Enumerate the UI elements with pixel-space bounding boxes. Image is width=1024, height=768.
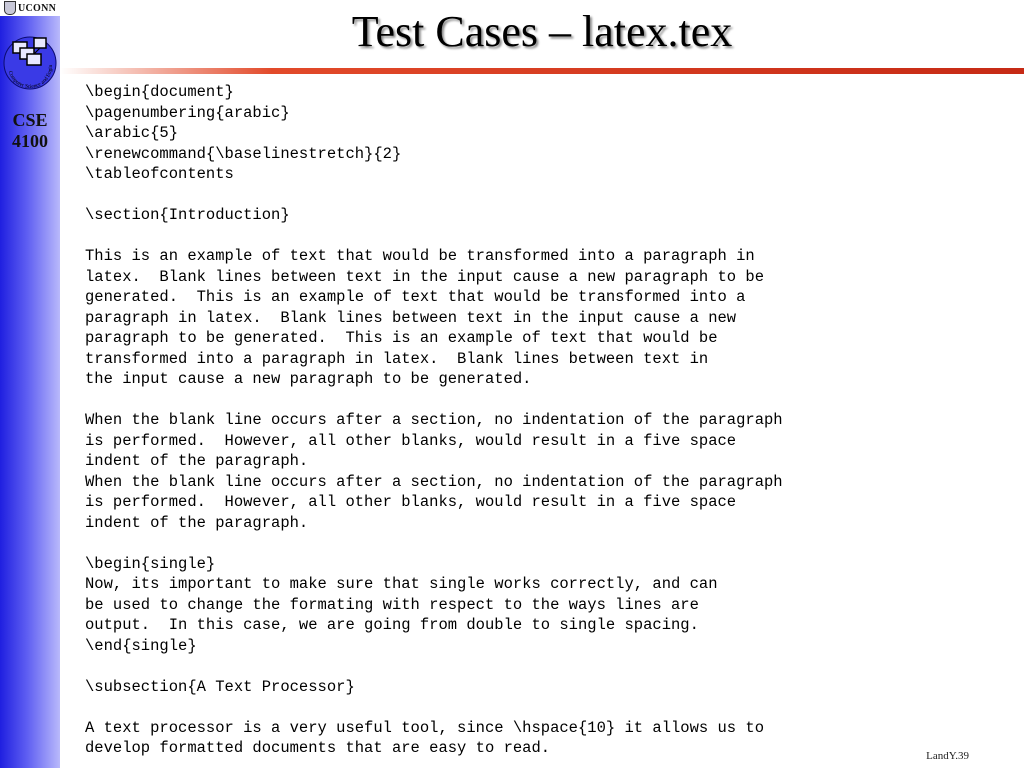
course-label: CSE 4100 (12, 110, 48, 151)
code-line: \begin{single} (85, 554, 216, 573)
code-line: When the blank line occurs after a section, no indentation of the paragraph (85, 411, 783, 429)
cse-logo (0, 20, 60, 106)
code-line: \tableofcontents (85, 165, 234, 183)
page-title: Test Cases – latex.tex (351, 7, 733, 56)
code-line: be used to change the formating with respect to the ways lines are (85, 595, 699, 614)
code-line: \arabic{5} (85, 124, 179, 142)
code-line: paragraph to be generated. This is an example of text that would be (85, 329, 718, 347)
code-line: \end{single} (85, 636, 197, 655)
code-line: output. In this case, we are going from double to single spacing. (85, 616, 699, 634)
code-line (85, 226, 985, 247)
code-line: generated. This is an example of text that would be transformed into a (85, 288, 746, 306)
code-line (85, 697, 985, 718)
latex-code-listing (85, 82, 985, 759)
code-line (85, 185, 985, 206)
code-line: paragraph in latex. Blank lines between text in the input cause a new (85, 308, 737, 327)
code-line: \subsection{A Text Processor} (85, 677, 355, 696)
uconn-badge (0, 0, 60, 16)
code-line: When the blank line occurs after a section, no indentation of the paragraph (85, 472, 783, 491)
code-line: \section{Introduction} (85, 206, 290, 224)
code-line (85, 390, 985, 411)
code-line: develop formatted documents that are easy to read. (85, 739, 551, 757)
uconn-crest-icon (4, 1, 16, 15)
uconn-label: UCONN (18, 2, 57, 14)
code-line: This is an example of text that would be transformed into a paragraph in (85, 247, 755, 265)
code-line: is performed. However, all other blanks, would result in a five space (85, 493, 737, 511)
title-divider (60, 68, 1024, 74)
code-line: \begin{document} (85, 83, 234, 101)
sidebar (0, 0, 60, 768)
code-line: latex. Blank lines between text in the input cause a new paragraph to be (85, 267, 765, 286)
code-line: A text processor is a very useful tool, since \hspace{10} it allows us to (85, 718, 765, 737)
slide-number: LandY.39 (926, 750, 969, 762)
code-line (85, 656, 985, 677)
stacked-windows-icon (0, 20, 60, 106)
logo-caption: Computer Science and Engin (6, 64, 55, 91)
code-line: \pagenumbering{arabic} (85, 103, 290, 122)
code-line: transformed into a paragraph in latex. Blank lines between text in (85, 349, 709, 368)
code-line: indent of the paragraph. (85, 452, 309, 470)
code-line: Now, its important to make sure that single works correctly, and can (85, 575, 718, 593)
code-line (85, 533, 985, 554)
code-line: \renewcommand{\baselinestretch}{2} (85, 144, 402, 163)
code-line: is performed. However, all other blanks, would result in a five space (85, 431, 737, 450)
code-line: indent of the paragraph. (85, 513, 309, 532)
code-line: the input cause a new paragraph to be generated. (85, 370, 532, 388)
